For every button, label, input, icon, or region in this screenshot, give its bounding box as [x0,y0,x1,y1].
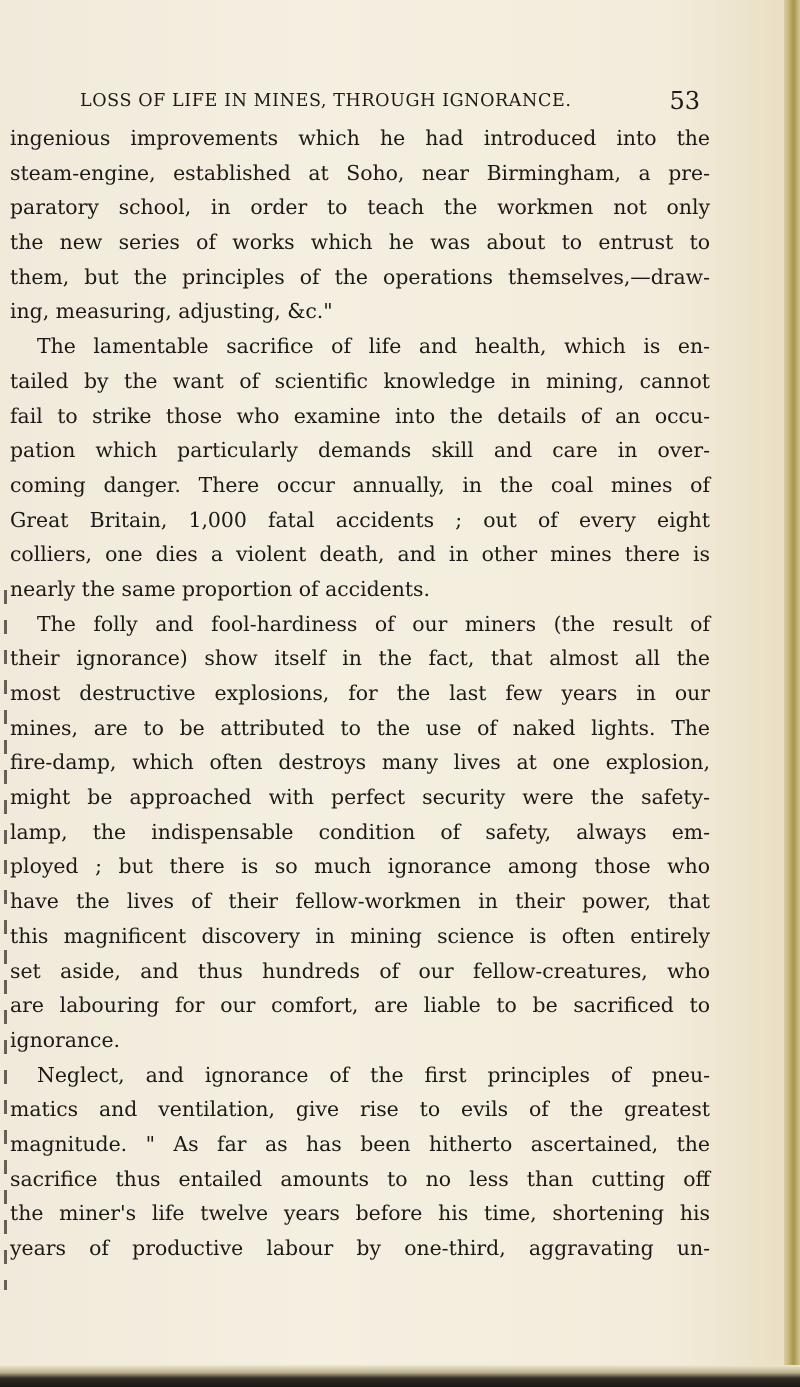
text-line: colliers, one dies a violent death, and in other mines there is [10,542,710,567]
text-line: magnitude. " As far as has been hitherto ascertained, the [10,1131,710,1156]
text-line: set aside, and thus hundreds of our fellow-creatures, who [10,958,710,983]
text-line: have the lives of their fellow-workmen in their power, that [10,889,710,914]
text-line: matics and ventilation, give rise to evils of the greatest [10,1097,710,1122]
text-line: The lamentable sacrifice of life and health, which is en- [37,334,710,359]
text-line: this magnificent discovery in mining science is often entirely [10,923,710,948]
running-head-title: LOSS OF LIFE IN MINES, THROUGH IGNORANCE. [80,91,572,111]
text-line: ingenious improvements which he had introduced into the [10,126,710,150]
text-line: steam-engine, established at Soho, near Birmingham, a pre- [10,160,710,185]
text-line: the miner's life twelve years before his time, shortening his [10,1201,710,1226]
text-line: fire-damp, which often destroys many lives at one explosion, [10,750,710,775]
margin-shadow [4,590,7,1290]
text-line: ing, measuring, adjusting, &c." [10,299,333,324]
page-edge [784,0,800,1387]
text-line: their ignorance) show itself in the fact, that almost all the [10,646,710,671]
paragraph [10,329,710,607]
text-line: Neglect, and ignorance of the first principles of pneu- [37,1062,710,1087]
paragraph [10,607,710,1058]
running-head [80,87,700,117]
page-number: 53 [669,87,700,115]
text-line: sacrifice thus entailed amounts to no less than cutting off [10,1166,710,1191]
page-bottom-edge [0,1365,800,1387]
text-line: The folly and fool-hardiness of our miners (the result of [37,611,710,636]
text-line: years of productive labour by one-third, aggravating un- [10,1236,710,1260]
text-line: ployed ; but there is so much ignorance among those who [10,854,710,879]
paragraph [10,121,710,329]
text-line: might be approached with perfect security were the safety- [10,785,710,810]
text-line: paratory school, in order to teach the workmen not only [10,195,710,220]
text-line: pation which particularly demands skill and care in over- [10,438,710,463]
text-line: fail to strike those who examine into the details of an occu- [10,403,710,428]
text-line: most destructive explosions, for the last few years in our [10,681,710,705]
text-line: lamp, the indispensable condition of safety, always em- [10,819,710,844]
text-line: tailed by the want of scientific knowledge in mining, cannot [10,368,710,393]
body-text [10,121,710,1266]
paragraph [10,1058,710,1266]
text-line: ignorance. [10,1027,120,1052]
text-line: Great Britain, 1,000 fatal accidents ; out of every eight [10,507,710,532]
text-line: them, but the principles of the operations themselves,—draw- [10,264,710,289]
text-line: coming danger. There occur annually, in the coal mines of [10,472,710,497]
text-line: are labouring for our comfort, are liable to be sacrificed to [10,993,710,1018]
text-line: the new series of works which he was about to entrust to [10,230,710,255]
text-line: mines, are to be attributed to the use of naked lights. The [10,715,710,740]
text-line: nearly the same proportion of accidents. [10,576,430,601]
